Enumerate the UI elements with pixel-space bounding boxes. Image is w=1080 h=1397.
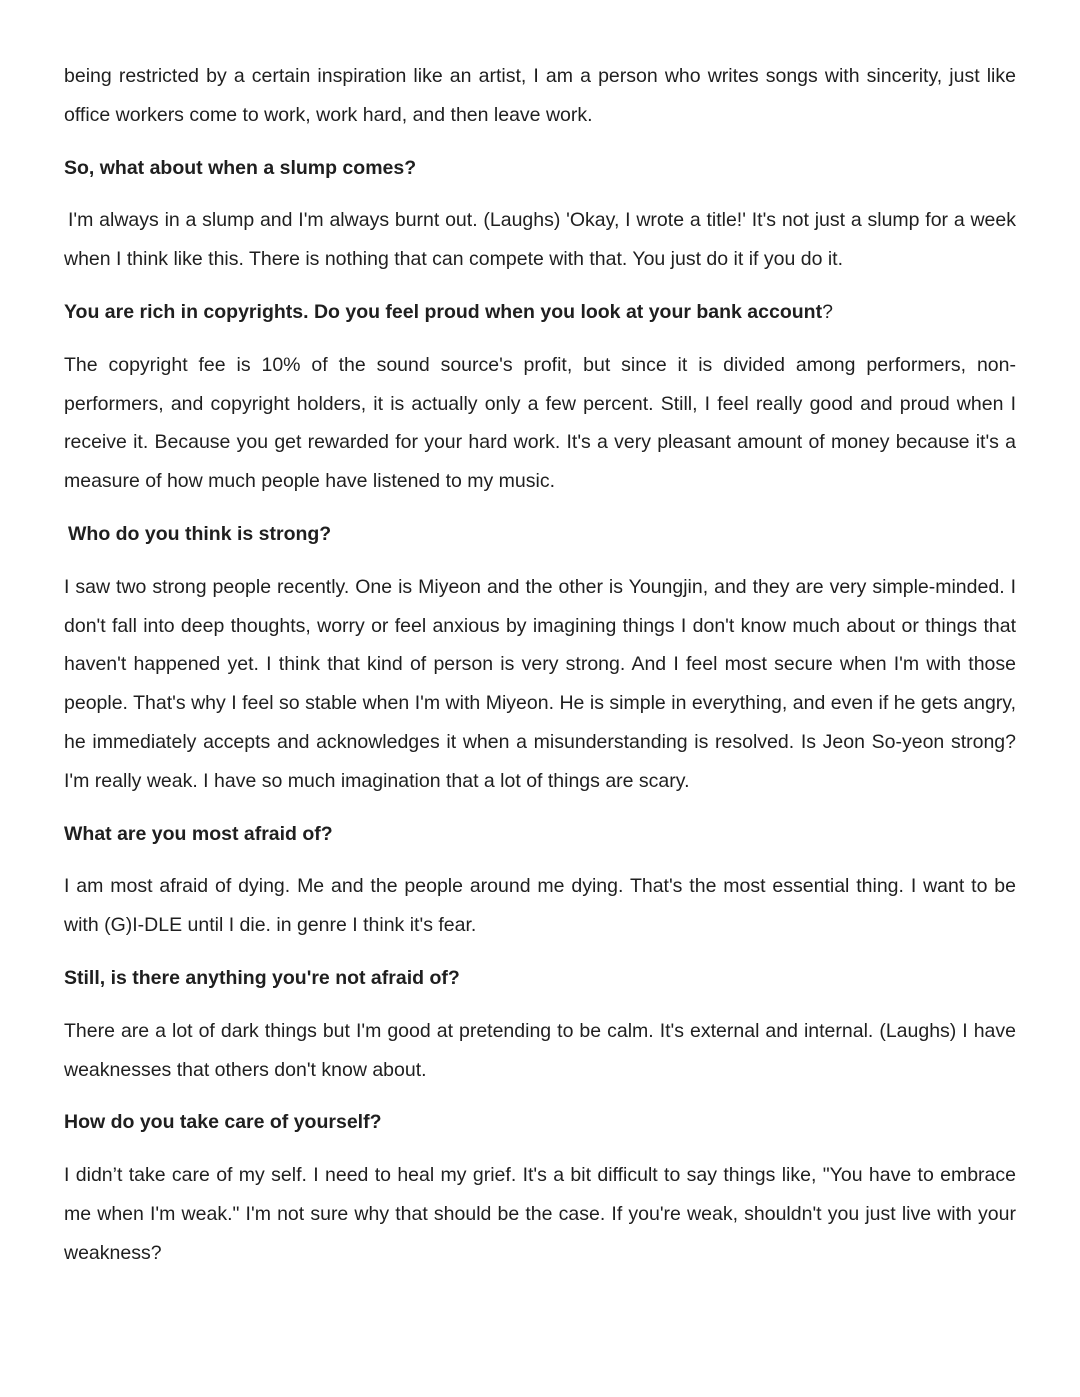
question-strong-text: Who do you think is strong? [68, 522, 332, 545]
question-afraid: What are you most afraid of? [64, 822, 333, 845]
question-copyrights-text: You are rich in copyrights. Do you feel proud when you look at your bank account [64, 300, 823, 323]
question-self-care: How do you take care of yourself? [64, 1111, 382, 1134]
question-not-afraid: Still, is there anything you're not afraid of? [64, 966, 460, 989]
answer-copyrights: The copyright fee is 10% of the sound source's profit, but since it is divided among performers, non-performers, and copyright holders, it is actually only a few percent. Still, I feel really good and proud when I receive it. Because you get rewarded for your hard work. It's a very pleasant amount of money because it's a measure of how much people have listened to my music. [64, 353, 1016, 493]
answer-not-afraid: There are a lot of dark things but I'm good at pretending to be calm. It's external and internal. (Laughs) I have weaknesses that others don't know about. [64, 1019, 1016, 1081]
answer-slump [64, 201, 1016, 279]
question-strong [64, 515, 1016, 554]
paragraph-intro: being restricted by a certain inspiration like an artist, I am a person who writes songs with sincerity, just like office workers come to work, work hard, and then leave work. [64, 65, 1016, 126]
question-copyrights-mark: ? [822, 300, 833, 323]
answer-self-care: I didn’t take care of my self. I need to heal my grief. It's a bit difficult to say things like, "You have to embrace me when I'm weak." I'm not sure why that should be the case. If you're weak, shouldn't you just live with your weakness? [64, 1164, 1016, 1264]
answer-slump-text: I'm always in a slump and I'm always burnt out. (Laughs) 'Okay, I wrote a title!' It's not just a slump for a week when I think like this. There is nothing that can compete with that. You just do it if you do it. [64, 209, 1016, 271]
answer-strong: I saw two strong people recently. One is Miyeon and the other is Youngjin, and they are very simple-minded. I don't fall into deep thoughts, worry or feel anxious by imagining things I don't know much about or things that haven't happened yet. I think that kind of person is very strong. And I feel most secure when I'm with those people. That's why I feel so stable when I'm with Miyeon. He is simple in everything, and even if he gets angry, he immediately accepts and acknowledges it when a misunderstanding is resolved. Is Jeon So-yeon strong? I'm really weak. I have so much imagination that a lot of things are scary. [64, 575, 1016, 792]
question-slump: So, what about when a slump comes? [64, 156, 417, 179]
question-copyrights [64, 293, 1016, 332]
document-page [64, 57, 1016, 1287]
answer-afraid: I am most afraid of dying. Me and the people around me dying. That's the most essential thing. I want to be with (G)I-DLE until I die. in genre I think it's fear. [64, 875, 1016, 937]
